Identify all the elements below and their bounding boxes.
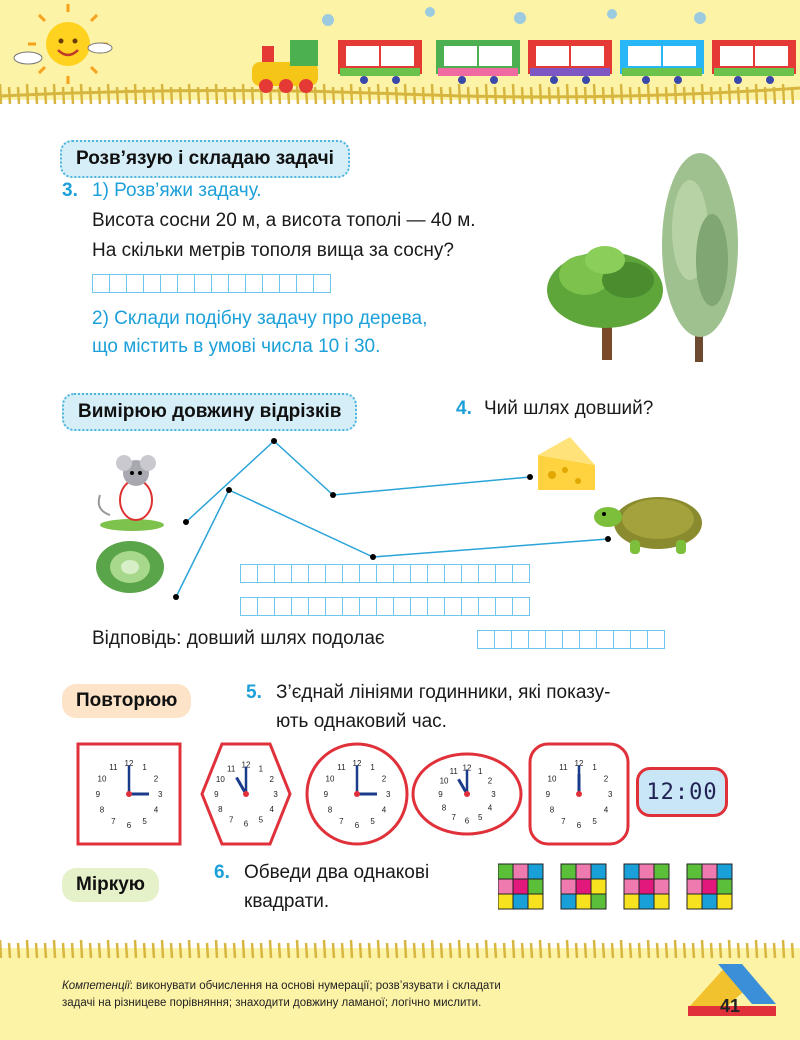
clock-5-numeral: 3	[607, 790, 613, 799]
square-2-cell	[561, 864, 576, 879]
task-3-part2-line2: що містить в умові числа 10 і 30.	[92, 336, 381, 357]
square-3-cell	[654, 879, 669, 894]
section-title-repeat: Повторюю	[62, 684, 191, 718]
clock-3-numeral: 9	[323, 790, 329, 799]
square-4-cell	[717, 894, 732, 909]
square-2-cell	[561, 894, 576, 909]
task-3-part2-line1: 2) Склади подібну задачу про дерева,	[92, 308, 428, 329]
task-5-line1: З’єднай лініями годинники, які показу-	[276, 682, 611, 703]
cheese-icon	[538, 437, 595, 490]
square-1-cell	[498, 864, 513, 879]
square-4-cell	[702, 879, 717, 894]
clock-3-numeral: 8	[327, 805, 333, 815]
train-icon	[252, 7, 796, 93]
square-2-cell	[576, 879, 591, 894]
footer-text2: задачі на різницеве порівняння; знаходити довжину ламаної; логічно мислити.	[62, 997, 482, 1009]
clock-2-numeral: 2	[269, 775, 274, 785]
square-3-cell	[624, 864, 639, 879]
color-squares	[498, 862, 748, 914]
page-number: 41	[719, 996, 741, 1016]
clock-4-numeral: 12	[462, 763, 472, 773]
turtle-icon	[594, 497, 702, 554]
square-3-cell	[639, 879, 654, 894]
clock-5-numeral: 7	[561, 817, 566, 827]
task-6-line1: Обведи два однакові	[244, 862, 430, 883]
clock-5-numeral: 8	[549, 805, 555, 815]
clock-2-numeral: 4	[269, 804, 274, 814]
clock-1-numeral: 5	[142, 817, 147, 827]
clock-1-numeral: 2	[153, 774, 159, 784]
task-6-number: 6.	[214, 862, 230, 883]
square-4-cell	[687, 879, 702, 894]
square-2-cell	[576, 894, 591, 909]
clock-4-numeral: 6	[464, 816, 470, 826]
sun-icon	[14, 4, 112, 84]
square-1-cell	[528, 864, 543, 879]
clock-4-numeral: 11	[449, 767, 458, 777]
square-4-cell	[702, 894, 717, 909]
task-5-line2: ють однаковий час.	[276, 711, 447, 732]
square-4-cell	[717, 864, 732, 879]
clock-4-numeral: 9	[438, 790, 443, 799]
task-6-line2: квадрати.	[244, 891, 330, 912]
clock-2-numeral: 5	[258, 815, 264, 825]
square-1-cell	[528, 894, 543, 909]
clock-3-numeral: 2	[381, 774, 387, 784]
square-1-cell	[528, 879, 543, 894]
square-2-cell	[561, 879, 576, 894]
clock-4-numeral: 7	[451, 812, 456, 822]
clock-5-pivot	[576, 791, 582, 797]
clock-3-numeral: 4	[381, 805, 387, 815]
clock-4-numeral: 4	[487, 803, 493, 813]
square-3-cell	[639, 894, 654, 909]
mouse-icon	[99, 455, 164, 531]
clock-5-numeral: 1	[592, 762, 597, 772]
cabbage-icon	[96, 541, 164, 593]
square-3-cell	[624, 879, 639, 894]
clock-5-numeral: 4	[603, 805, 609, 815]
square-1-cell	[513, 894, 528, 909]
footer-competencies	[62, 978, 642, 1012]
clock-1-numeral: 9	[95, 790, 101, 799]
clock-1-numeral: 10	[97, 774, 107, 784]
task-3-part1: 1) Розв’яжи задачу.	[92, 180, 262, 201]
square-4-cell	[717, 879, 732, 894]
clock-2-numeral: 12	[241, 760, 251, 770]
digital-clock	[636, 767, 728, 817]
square-4-cell	[687, 864, 702, 879]
square-2-cell	[576, 864, 591, 879]
clock-4-pivot	[464, 791, 470, 797]
poplar-tree-icon	[662, 153, 738, 362]
square-4-cell	[702, 864, 717, 879]
clock-1-pivot	[126, 791, 132, 797]
clock-4-numeral: 2	[487, 776, 493, 786]
digital-clock-time: 12:00	[646, 779, 718, 805]
pine-tree-icon	[547, 246, 663, 360]
square-1-cell	[498, 879, 513, 894]
clock-4-numeral: 10	[439, 776, 449, 786]
paths-diagram	[90, 425, 730, 625]
task-5-number: 5.	[246, 682, 262, 703]
clock-2-numeral: 3	[273, 790, 278, 799]
task-3-line2: На скільки метрів тополя вища за сосну?	[92, 240, 454, 261]
square-1-cell	[513, 879, 528, 894]
task-4-number: 4.	[456, 398, 472, 419]
clock-2-numeral: 6	[243, 819, 249, 829]
trees-illustration	[540, 150, 760, 370]
clock-4-numeral: 1	[478, 767, 483, 777]
answer-cells-task3[interactable]	[92, 274, 330, 293]
square-3-cell	[624, 894, 639, 909]
clock-1-numeral: 8	[99, 805, 105, 815]
square-3-cell	[654, 894, 669, 909]
clock-5-numeral: 5	[592, 817, 597, 827]
square-2-cell	[591, 864, 606, 879]
clock-5-numeral: 10	[547, 774, 557, 784]
clock-2-numeral: 1	[258, 764, 264, 774]
task-4-answer-label: Відповідь: довший шлях подолає	[92, 628, 385, 649]
square-1-cell	[498, 894, 513, 909]
clock-5-numeral: 6	[576, 821, 582, 831]
footer-text1: : виконувати обчислення на основі нумерації; розв’язувати і складати	[129, 980, 501, 992]
task-3-number: 3.	[62, 180, 78, 201]
square-2-cell	[591, 879, 606, 894]
clock-3-numeral: 3	[385, 790, 391, 799]
square-4-cell	[687, 894, 702, 909]
clock-1-numeral: 4	[153, 805, 159, 815]
clock-3-numeral: 7	[339, 817, 344, 827]
clock-1-numeral: 6	[126, 821, 132, 831]
clock-3-pivot	[354, 791, 360, 797]
section-title-measure: Вимірюю довжину відрізків	[62, 393, 357, 431]
clock-2-numeral: 10	[215, 775, 225, 785]
square-3-cell	[654, 864, 669, 879]
section-title-think: Міркую	[62, 868, 159, 902]
footer-label: Компетенції	[62, 980, 130, 992]
square-3-cell	[639, 864, 654, 879]
task-4-question: Чий шлях довший?	[484, 398, 654, 419]
square-2-cell	[591, 894, 606, 909]
clock-5-numeral: 2	[603, 774, 609, 784]
clock-2-numeral: 11	[227, 764, 236, 774]
answer-cells-task4[interactable]	[477, 630, 664, 649]
clock-1-numeral: 7	[111, 817, 116, 827]
clock-3-numeral: 11	[337, 762, 346, 772]
clock-3-numeral: 1	[370, 762, 375, 772]
clock-2-numeral: 9	[214, 790, 219, 799]
clock-2-numeral: 8	[218, 804, 223, 814]
clock-2-numeral: 7	[228, 815, 234, 825]
clocks-row	[70, 738, 630, 850]
clock-4-numeral: 3	[491, 790, 496, 799]
clock-1-numeral: 12	[124, 758, 134, 768]
section-title-problems: Розв’язую і складаю задачі	[60, 140, 350, 178]
clock-3-numeral: 5	[370, 817, 375, 827]
square-1-cell	[513, 864, 528, 879]
clock-5-numeral: 11	[559, 762, 568, 772]
clock-5-numeral: 12	[574, 758, 584, 768]
clock-4-numeral: 5	[478, 812, 483, 822]
header-decoration	[0, 0, 800, 110]
task-3-line1: Висота сосни 20 м, а висота тополі — 40 м.	[92, 210, 476, 231]
clock-4-numeral: 8	[441, 803, 447, 813]
clock-2-pivot	[243, 791, 249, 797]
clock-1-numeral: 11	[109, 762, 118, 772]
clock-1-numeral: 3	[157, 790, 163, 799]
clock-3-numeral: 10	[325, 774, 335, 784]
clock-3-numeral: 6	[354, 821, 360, 831]
clock-3-numeral: 12	[352, 758, 362, 768]
answer-cells-path1[interactable]	[240, 564, 529, 583]
clock-5-numeral: 9	[545, 790, 551, 799]
clock-1-numeral: 1	[142, 762, 147, 772]
answer-cells-path2[interactable]	[240, 597, 529, 616]
